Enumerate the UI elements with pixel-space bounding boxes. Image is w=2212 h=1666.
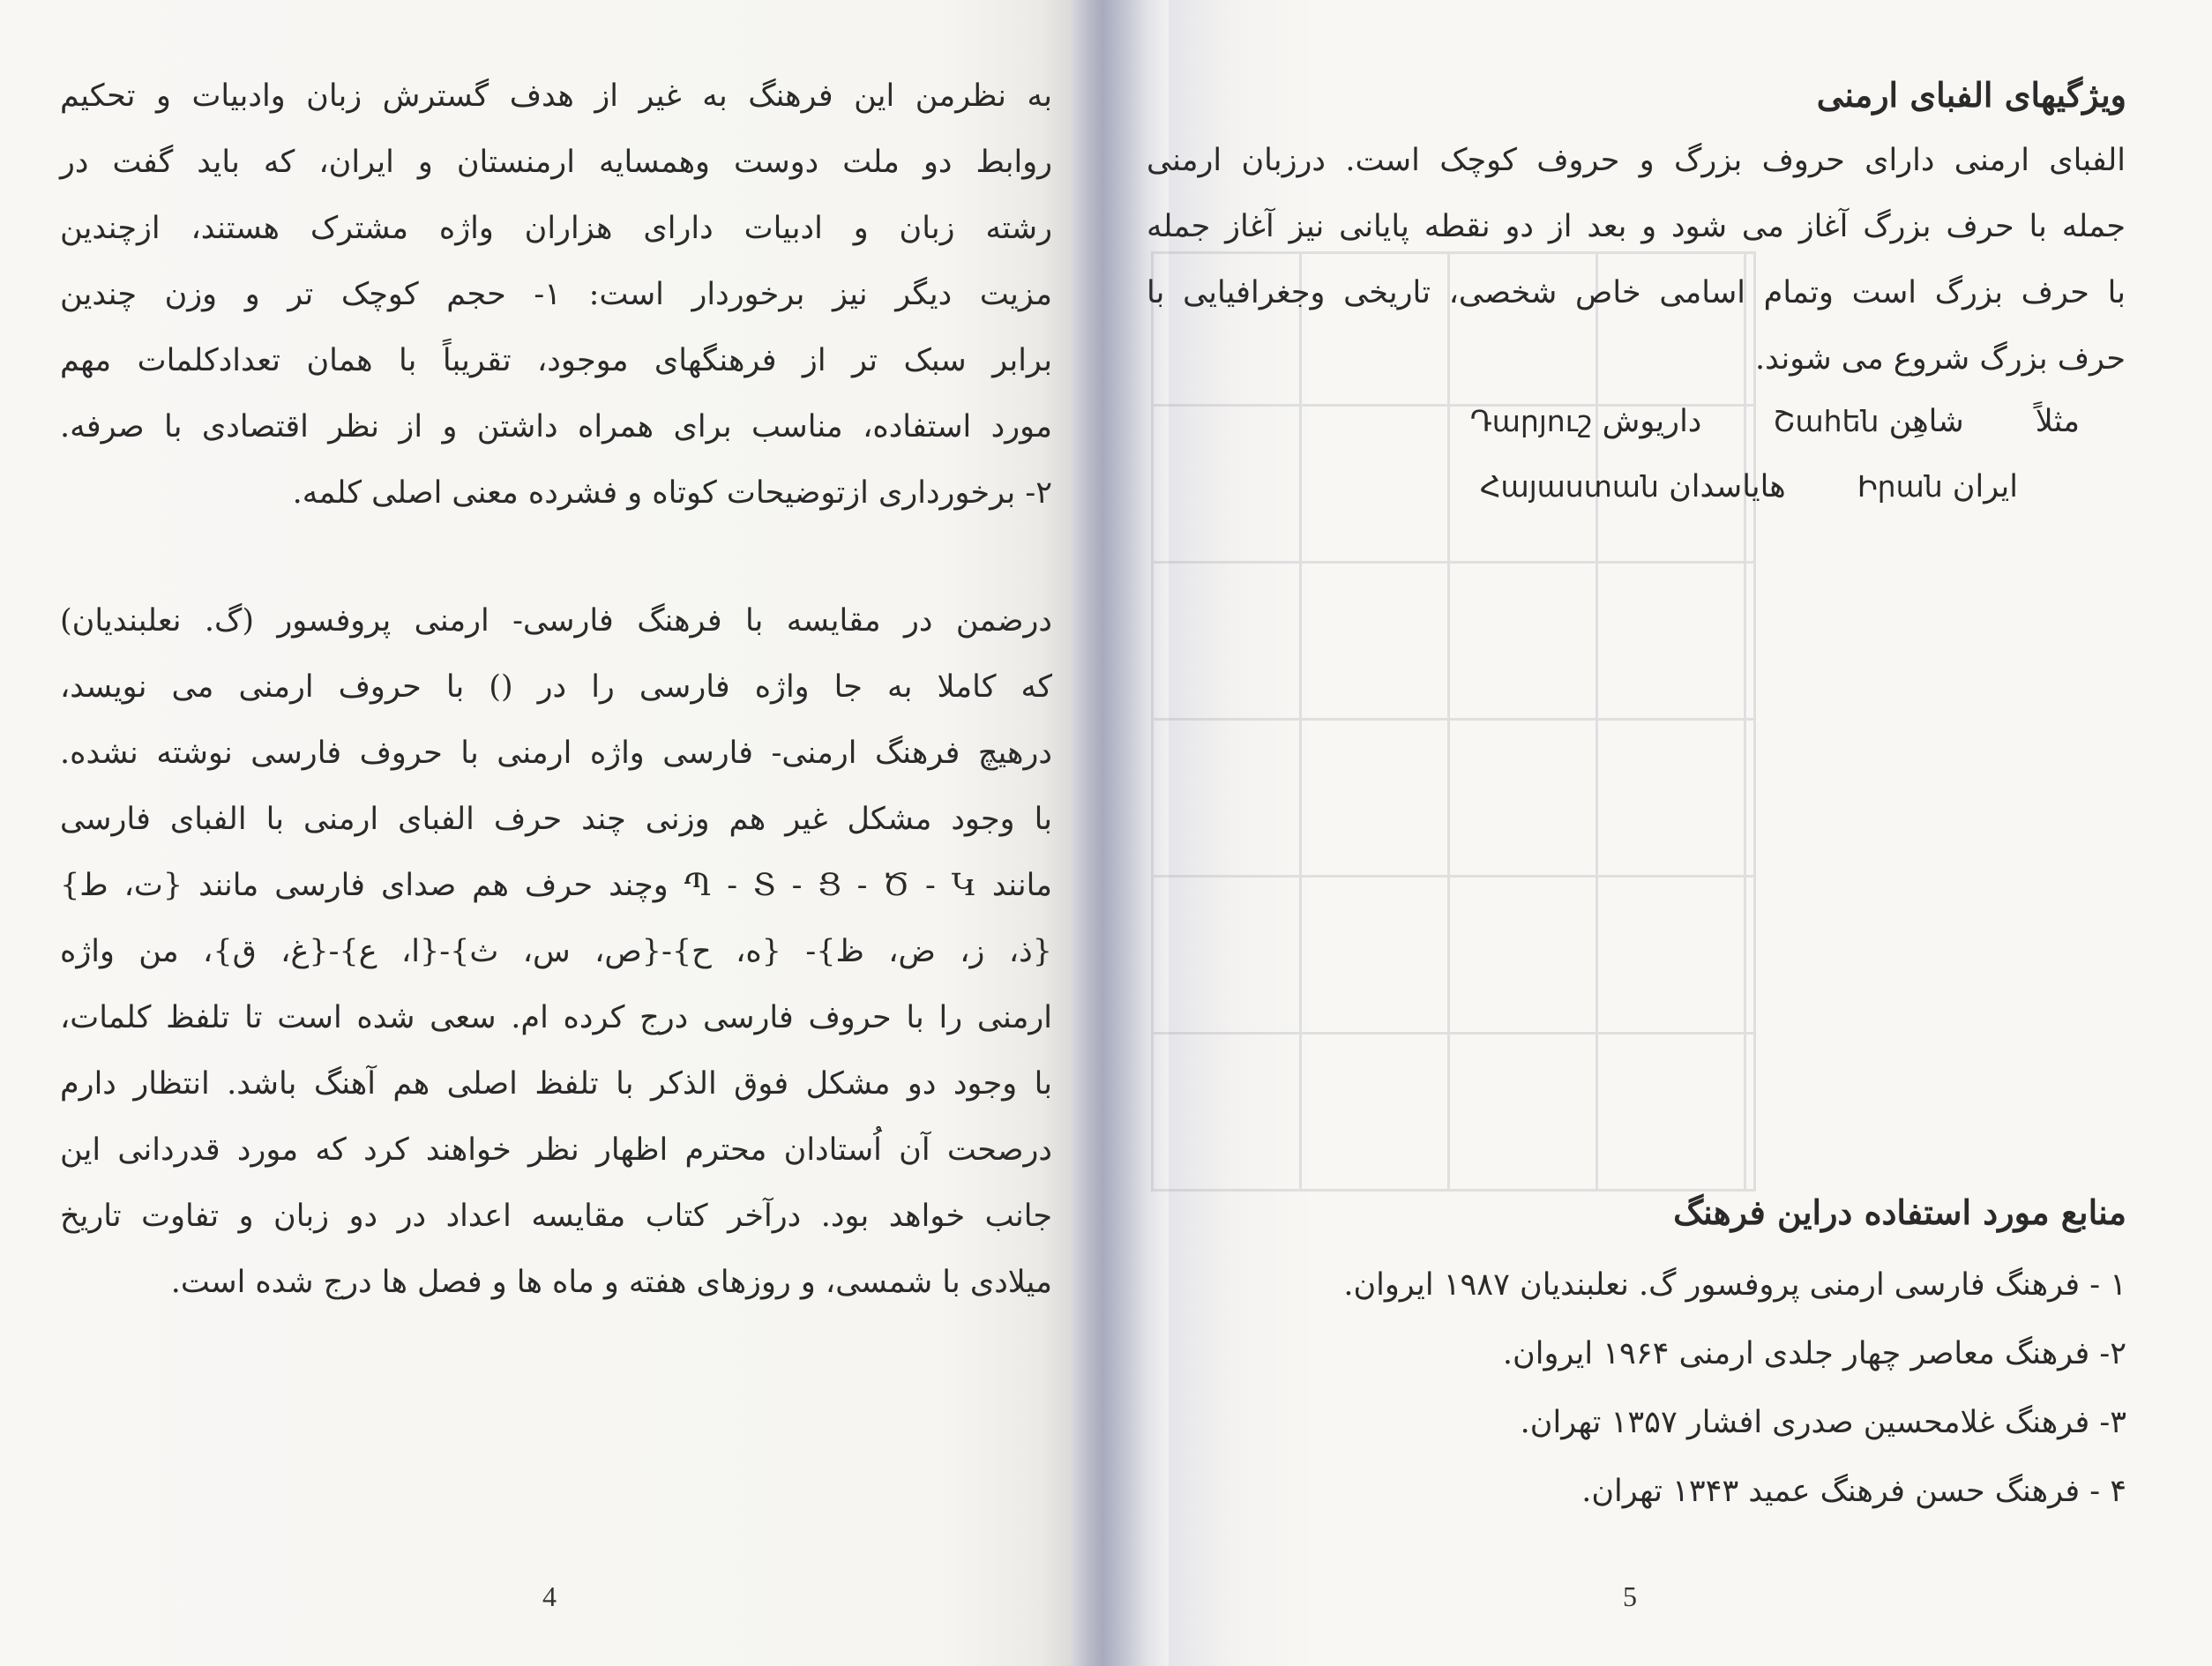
text-line: با وجود دو مشکل فوق الذکر با تلفظ اصلی هم آهنگ باشد. انتظار دارم <box>60 1066 1052 1102</box>
heading-sources: منابع مورد استفاده دراین فرهنگ <box>1673 1192 2126 1232</box>
text-line: ارمنی را با حروف فارسی درج کرده ام. سعی شده است تا تلفظ کلمات، <box>60 1000 1052 1035</box>
text-line: میلادی با شمسی، و روزهای هفته و ماه ها و فصل ها درج شده است. <box>170 1265 1052 1300</box>
text-line: درصحت آن اُستادان محترم اظهار نظر خواهند کرد که مورد قدردانی این <box>60 1132 1052 1168</box>
heading-alphabet-features: ویژگیهای الفبای ارمنی <box>1816 75 2126 115</box>
text-line: روابط دو ملت دوست وهمسایه ارمنستان و ایران، که باید گفت در <box>60 145 1052 180</box>
text-line: ۲- برخورداری ازتوضیحات کوتاه و فشرده معنی اصلی کلمه. <box>292 475 1052 511</box>
text-line: جمله با حرف بزرگ آغاز می شود و بعد از دو نقطه پایانی نیز آغاز جمله <box>1147 209 2126 244</box>
list-item: ۴ - فرهنگ حسن فرهنگ عمید ۱۳۴۳ تهران. <box>1581 1474 2126 1509</box>
text-line: که کاملا به جا واژه فارسی را در () با حروف ارمنی می نویسد، <box>60 669 1052 705</box>
example-armenian: Հայաստան <box>1479 469 1659 504</box>
example-persian: ایران <box>1952 469 2018 504</box>
example-row-2 <box>1374 460 2018 513</box>
text-line: با وجود مشکل غیر هم وزنی چند حرف الفبای ارمنی با الفبای فارسی <box>60 802 1052 837</box>
example-pair <box>1857 460 2018 513</box>
example-pair <box>1480 460 1786 513</box>
example-persian: شاهِن <box>1888 404 1964 439</box>
example-pair <box>1470 395 1702 448</box>
page-number-right: 5 <box>1623 1580 1637 1612</box>
example-armenian: Դարյուշ <box>1469 404 1593 438</box>
list-item: ۱ - فرهنگ فارسی ارمنی پروفسور گ. نعلبندیان ۱۹۸۷ ایروان. <box>1343 1267 2126 1303</box>
page-number-left: 4 <box>542 1580 557 1612</box>
sources-list <box>1343 1251 2126 1526</box>
text-line: درضمن در مقایسه با فرهنگ فارسی- ارمنی پروفسور (گ. نعلبندیان) <box>60 603 1052 639</box>
text-line: با حرف بزرگ است وتمام اسامی خاص شخصی، تاریخی وجغرافیایی با <box>1147 275 2126 310</box>
left-paragraph-2 <box>60 588 1052 1316</box>
example-persian: داریوش <box>1602 404 1702 439</box>
left-page <box>0 0 1072 1666</box>
left-paragraph-1 <box>60 64 1052 527</box>
example-armenian: Իրան <box>1857 469 1943 504</box>
example-prefix: مثلاً <box>2035 404 2080 439</box>
text-line: به نظرمن این فرهنگ به غیر از هدف گسترش زبان وادبیات و تحکیم <box>60 78 1052 114</box>
text-line: مورد استفاده، مناسب برای همراه داشتن و از نظر اقتصادی با صرفه. <box>60 409 1052 445</box>
text-line: برابر سبک تر از فرهنگهای موجود، تقریباً با همان تعدادکلمات مهم <box>60 343 1052 378</box>
example-armenian: Շահեն <box>1773 404 1879 438</box>
text-line: مانند Պ - Տ - Ց - Ծ - Կ وچند حرف هم صدای فارسی مانند {ت، ط} <box>60 868 1052 903</box>
right-paragraph <box>1147 128 2126 392</box>
text-line: جانب خواهد بود. درآخر کتاب مقایسه اعداد در دو زبان و تفاوت تاریخ <box>60 1199 1052 1234</box>
text-line: درهیچ فرهنگ ارمنی- فارسی واژه ارمنی با حروف فارسی نوشته نشده. <box>60 736 1052 771</box>
list-item: ۲- فرهنگ معاصر چهار جلدی ارمنی ۱۹۶۴ ایروان. <box>1502 1336 2126 1371</box>
text-line: رشته زبان و ادبیات دارای هزاران واژه مشترک هستند، ازچندین <box>60 211 1052 246</box>
text-line: مزیت دیگر نیز برخوردار است: ۱- حجم کوچک تر و وزن چندین <box>60 277 1052 312</box>
text-line: {ذ، ز، ض، ظ}- {ه، ح}-{ص، س، ث}-{ا، ع}-{غ، ق}، من واژه <box>60 934 1052 969</box>
example-persian: هایاسدان <box>1669 469 1786 504</box>
text-line: حرف بزرگ شروع می شوند. <box>1755 341 2126 377</box>
list-item: ۳- فرهنگ غلامحسین صدری افشار ۱۳۵۷ تهران. <box>1520 1405 2126 1440</box>
text-line: الفبای ارمنی دارای حروف بزرگ و حروف کوچک است. درزبان ارمنی <box>1147 143 2126 178</box>
example-row-1 <box>1374 395 2080 448</box>
example-pair <box>1774 395 1964 448</box>
